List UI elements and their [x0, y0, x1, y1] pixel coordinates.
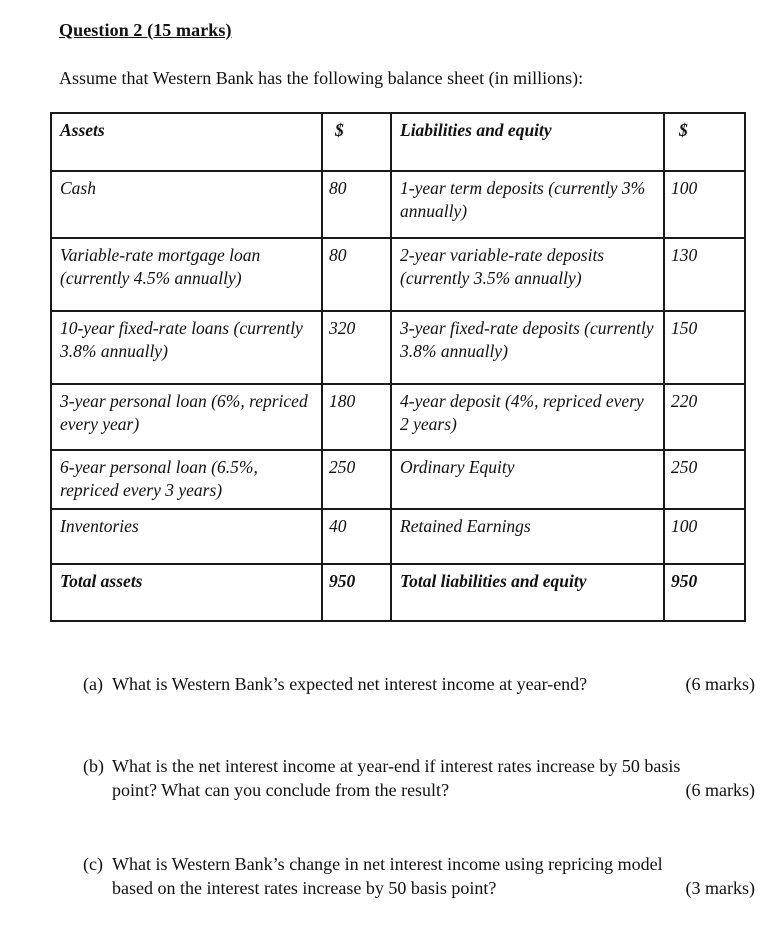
liability-value: 130 — [664, 238, 745, 311]
intro-text: Assume that Western Bank has the following balance sheet (in millions): — [59, 68, 584, 88]
asset-name: 10-year fixed-rate loans (currently 3.8% annually) — [51, 311, 322, 384]
liability-value: 220 — [664, 384, 745, 450]
liabilities-unit-header: $ — [664, 113, 745, 171]
asset-value: 80 — [322, 238, 391, 311]
asset-name: Variable-rate mortgage loan (currently 4.5% annually) — [51, 238, 322, 311]
liability-value: 100 — [664, 509, 745, 564]
question-text: What is the net interest income at year-end if interest rates increase by 50 basis — [112, 756, 681, 776]
liability-name: Retained Earnings — [391, 509, 664, 564]
table-header-row — [51, 113, 745, 171]
question-text-cont: based on the interest rates increase by 50 basis point? — [112, 878, 497, 898]
liability-value: 250 — [664, 450, 745, 509]
total-assets-label: Total assets — [51, 564, 322, 621]
asset-value: 40 — [322, 509, 391, 564]
question-marks: (3 marks) — [685, 878, 755, 898]
total-row — [51, 564, 745, 621]
assets-header: Assets — [51, 113, 322, 171]
question-marks: (6 marks) — [685, 674, 755, 694]
liability-value: 150 — [664, 311, 745, 384]
liability-name: 4-year deposit (4%, repriced every 2 years) — [391, 384, 664, 450]
asset-value: 80 — [322, 171, 391, 238]
asset-value: 320 — [322, 311, 391, 384]
liability-name: 2-year variable-rate deposits (currently 3.5% annually) — [391, 238, 664, 311]
table-row — [51, 384, 745, 450]
asset-name: 6-year personal loan (6.5%, repriced every 3 years) — [51, 450, 322, 509]
table-row — [51, 171, 745, 238]
liability-name: Ordinary Equity — [391, 450, 664, 509]
question-text-cont: point? What can you conclude from the result? — [112, 780, 450, 800]
liability-name: 3-year fixed-rate deposits (currently 3.8% annually) — [391, 311, 664, 384]
table-row — [51, 509, 745, 564]
asset-value: 180 — [322, 384, 391, 450]
table-row — [51, 311, 745, 384]
asset-name: 3-year personal loan (6%, repriced every year) — [51, 384, 322, 450]
total-liabilities-value: 950 — [664, 564, 745, 621]
question-label: (b) — [83, 756, 104, 776]
question-b — [83, 754, 755, 802]
question-label: (c) — [83, 854, 103, 874]
assets-unit-header: $ — [322, 113, 391, 171]
question-label: (a) — [83, 674, 103, 694]
total-liabilities-label: Total liabilities and equity — [391, 564, 664, 621]
question-heading: Question 2 (15 marks) — [59, 20, 232, 40]
liability-name: 1-year term deposits (currently 3% annually) — [391, 171, 664, 238]
table-row — [51, 450, 745, 509]
question-text: What is Western Bank’s change in net interest income using repricing model — [112, 854, 663, 874]
question-a — [83, 672, 755, 696]
question-c — [83, 852, 755, 900]
liability-value: 100 — [664, 171, 745, 238]
liabilities-header: Liabilities and equity — [391, 113, 664, 171]
table-row — [51, 238, 745, 311]
asset-name: Inventories — [51, 509, 322, 564]
asset-value: 250 — [322, 450, 391, 509]
balance-sheet-table — [50, 112, 746, 622]
question-text: What is Western Bank’s expected net interest income at year-end? — [112, 674, 588, 694]
asset-name: Cash — [51, 171, 322, 238]
question-marks: (6 marks) — [685, 780, 755, 800]
total-assets-value: 950 — [322, 564, 391, 621]
